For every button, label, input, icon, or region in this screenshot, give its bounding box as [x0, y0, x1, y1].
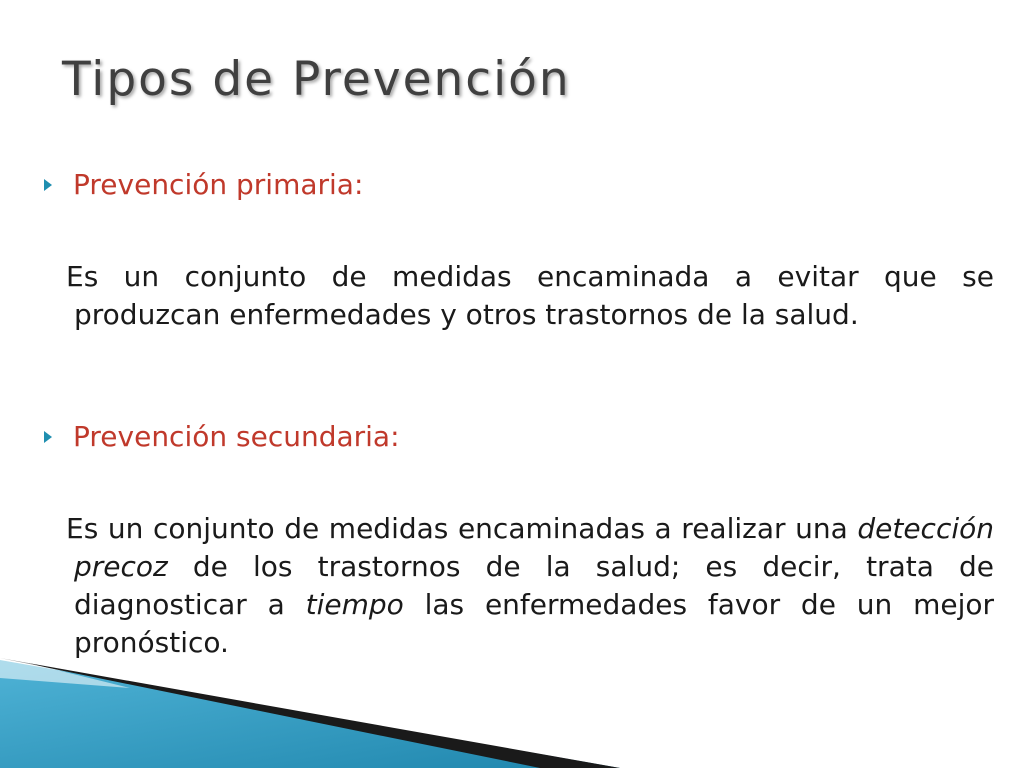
emphasis-deteccion-precoz: detección precoz: [74, 512, 994, 583]
triangle-right-icon: [44, 431, 52, 443]
bullet-secondary: [44, 420, 400, 453]
emphasis-tiempo: tiempo: [305, 588, 404, 621]
heading-secondary: Prevención secundaria:: [73, 420, 400, 453]
paragraph-primary: Es un conjunto de medidas encaminada a evitar que se produzcan enfermedades y otros trastornos de la salud.: [66, 260, 994, 331]
paragraph-secondary-part3: las enfermedades favor de un mejor pronóstico.: [74, 588, 995, 659]
heading-primary: Prevención primaria:: [73, 168, 364, 201]
corner-decoration: [0, 638, 620, 768]
triangle-right-icon: [44, 179, 52, 191]
slide-title: Tipos de Prevención: [62, 52, 571, 107]
paragraph-secondary-part2: de los trastornos de la salud; es decir, trata de diagnosticar a: [74, 550, 994, 621]
paragraph-secondary-part1: Es un conjunto de medidas encaminadas a realizar una: [66, 512, 858, 545]
bullet-primary: [44, 168, 363, 201]
